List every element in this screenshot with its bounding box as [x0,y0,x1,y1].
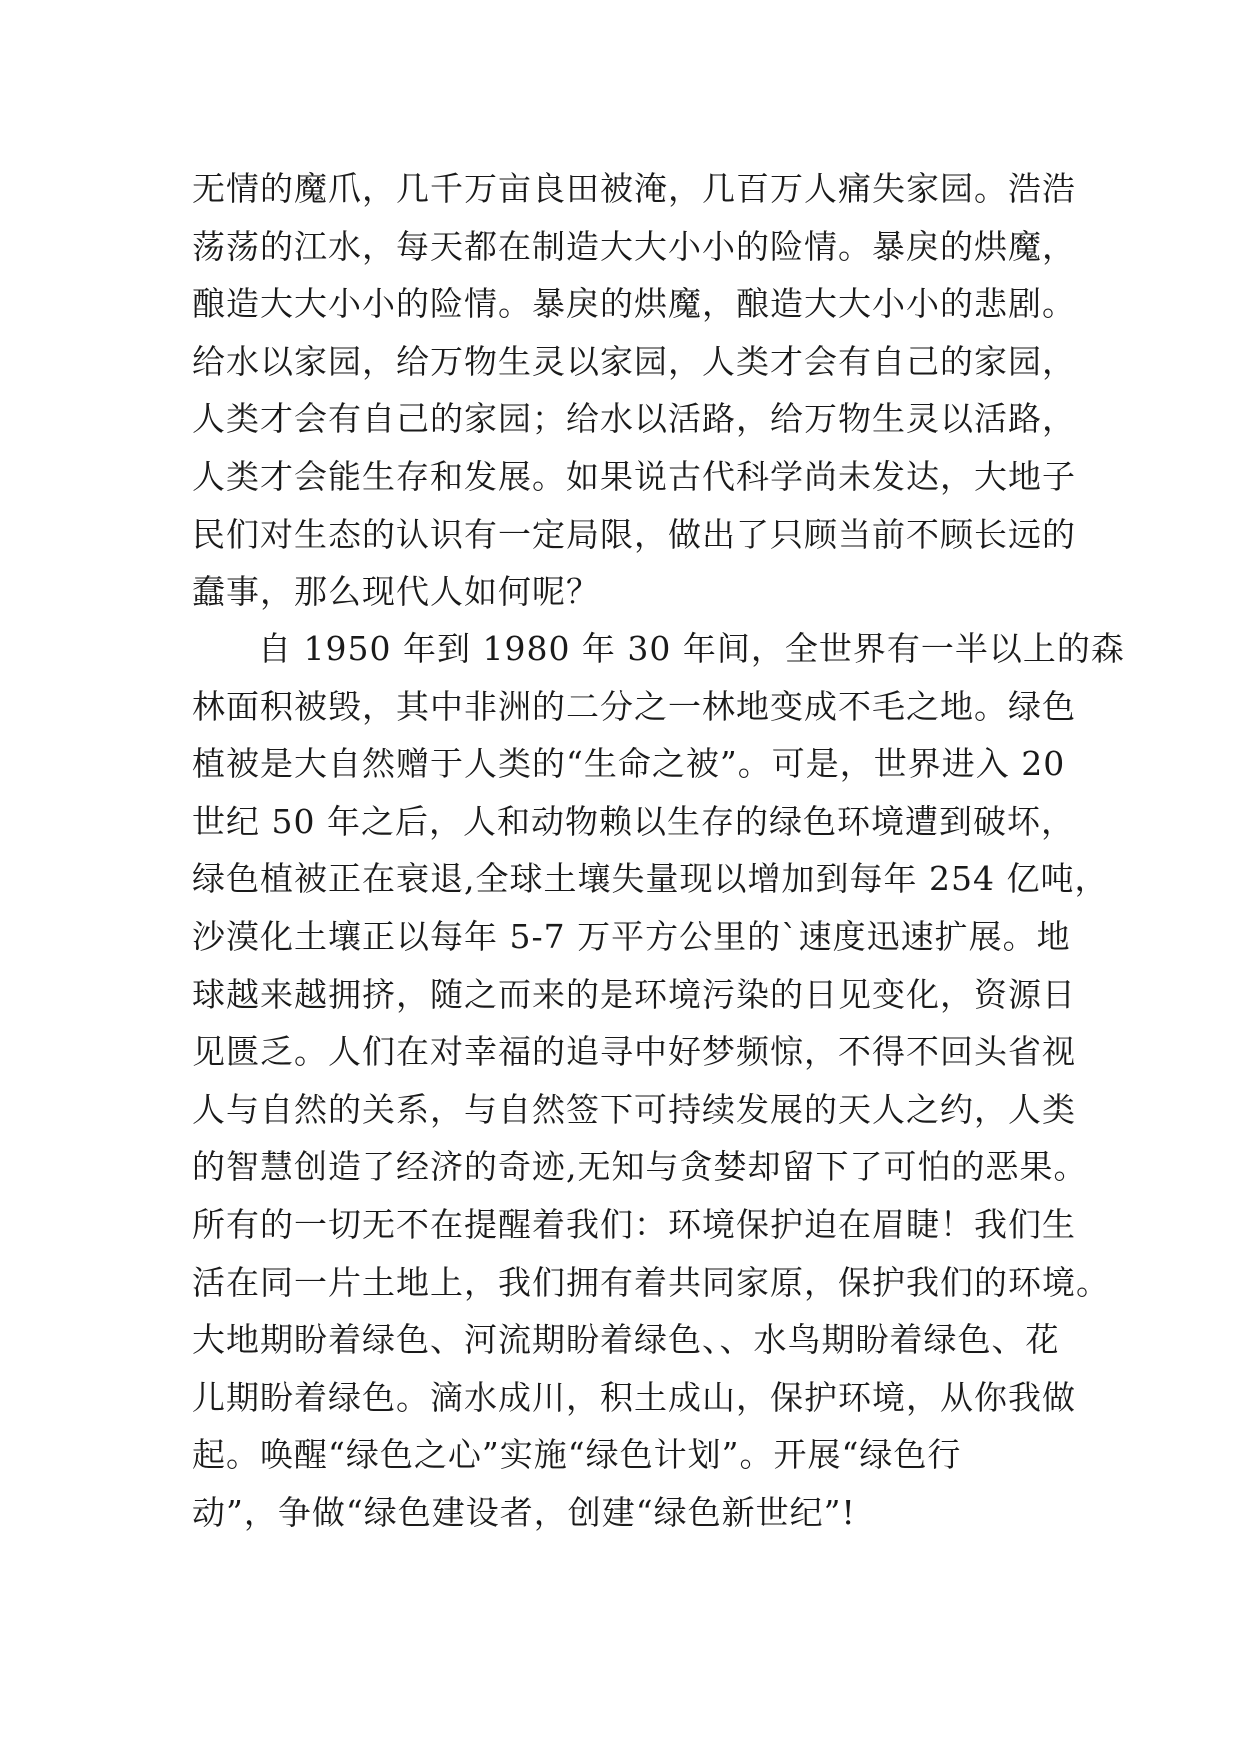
paragraph-line: 自 1950 年到 1980 年 30 年间，全世界有一半以上的森 [258,629,1125,668]
paragraph-line: 人与自然的关系，与自然签下可持续发展的天人之约，人类 [192,1089,1076,1129]
paragraph-line: 大地期盼着绿色、河流期盼着绿色、、水鸟期盼着绿色、花 [192,1320,1060,1360]
paragraph-line: 球越来越拥挤，随之而来的是环境污染的日见变化，资源日 [192,974,1076,1014]
paragraph-line: 人类才会有自己的家园；给水以活路，给万物生灵以活路， [192,399,1076,439]
paragraph-line: 沙漠化土壤正以每年 5-7 万平方公里的`速度迅速扩展。地 [192,916,1071,956]
paragraph-line: 荡荡的江水，每天都在制造大大小小的险情。暴戾的烘魔， [192,226,1076,266]
paragraph-line: 林面积被毁，其中非洲的二分之一林地变成不毛之地。绿色 [192,686,1076,726]
paragraph-line: 儿期盼着绿色。滴水成川，积土成山，保护环境，从你我做 [192,1377,1076,1417]
paragraph-line: 人类才会能生存和发展。如果说古代科学尚未发达，大地子 [192,456,1076,496]
paragraph-2 [192,620,1125,1542]
paragraph-line: 酿造大大小小的险情。暴戾的烘魔，酿造大大小小的悲剧。 [192,284,1076,324]
paragraph-line: 蠢事，那么现代人如何呢？ [192,572,600,612]
paragraph-line: 无情的魔爪，几千万亩良田被淹，几百万人痛失家园。浩浩 [192,169,1076,208]
paragraph-line: 世纪 50 年之后，人和动物赖以生存的绿色环境遭到破坏， [192,801,1075,841]
paragraph-line: 起。唤醒“绿色之心”实施“绿色计划”。开展“绿色行 [192,1435,962,1475]
paragraph-line: 绿色植被正在衰退,全球土壤失量现以增加到每年 254 亿吨， [192,859,1109,899]
paragraph-line: 给水以家园，给万物生灵以家园，人类才会有自己的家园， [192,341,1076,381]
paragraph-line: 动”，争做“绿色建设者，创建“绿色新世纪”! [192,1492,856,1532]
paragraph-line: 见匮乏。人们在对幸福的追寻中好梦频惊，不得不回头省视 [192,1032,1076,1072]
paragraph-line: 所有的一切无不在提醒着我们：环境保护迫在眉睫！我们生 [192,1204,1076,1244]
paragraph-line: 活在同一片土地上，我们拥有着共同家原，保护我们的环境。 [192,1262,1110,1302]
paragraph-line: 民们对生态的认识有一定局限，做出了只顾当前不顾长远的 [192,514,1076,554]
paragraph-line: 的智慧创造了经济的奇迹,无知与贪婪却留下了可怕的恶果。 [192,1147,1088,1187]
paragraph-1 [192,160,1076,621]
paragraph-line: 植被是大自然赠于人类的“生命之被”。可是，世界进入 20 [192,744,1066,784]
